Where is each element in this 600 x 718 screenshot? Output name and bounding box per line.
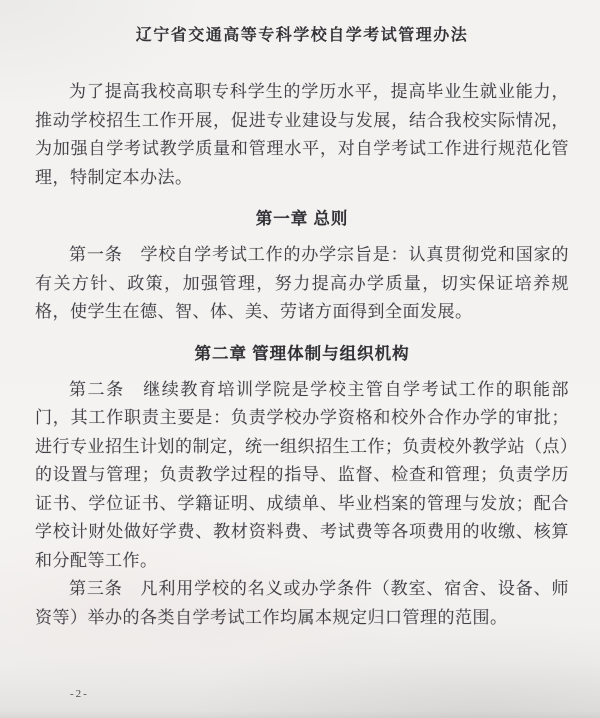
chapter2-heading: 第二章 管理体制与组织机构 — [194, 343, 410, 363]
article2-paragraph: 第二条 继续教育培训学院是学校主管自学考试工作的职能部门，其工作职责主要是：负责学校办学资格和校外合作办学的审批；进行专业招生计划的制定，统一组织招生工作；负责校外教学站（点）的设置与管理；负责教学过程的指导、监督、检查和管理；负责学历证书、学位证书、学籍证明、成绩单、毕业档案的管理与发放；配合学校计财处做好学费、教材资料费、考试费等各项费用的收缴、核算和分配等工作。 — [35, 379, 569, 570]
document-title: 辽宁省交通高等专科学校自学考试管理办法 — [135, 27, 469, 44]
document-content — [35, 24, 569, 632]
article3-paragraph: 第三条 凡利用学校的名义或办学条件（教室、宿舍、设备、师资等）举办的各类自学考试工作均属本规定归口管理的范围。 — [35, 579, 569, 627]
intro-paragraph: 为了提高我校高职专科学生的学历水平，提高毕业生就业能力，推动学校招生工作开展，促进专业建设与发展，结合我校实际情况，为加强自学考试教学质量和管理水平，对自学考试工作进行规范化管理，特制定本办法。 — [35, 82, 569, 187]
chapter1-heading: 第一章 总则 — [255, 209, 349, 228]
page-number: -2- — [70, 688, 89, 700]
article1-paragraph: 第一条 学校自学考试工作的办学宗旨是：认真贯彻党和国家的有关方针、政策，加强管理，努力提高办学质量，切实保证培养规格，使学生在德、智、体、美、劳诸方面得到全面发展。 — [35, 245, 569, 321]
